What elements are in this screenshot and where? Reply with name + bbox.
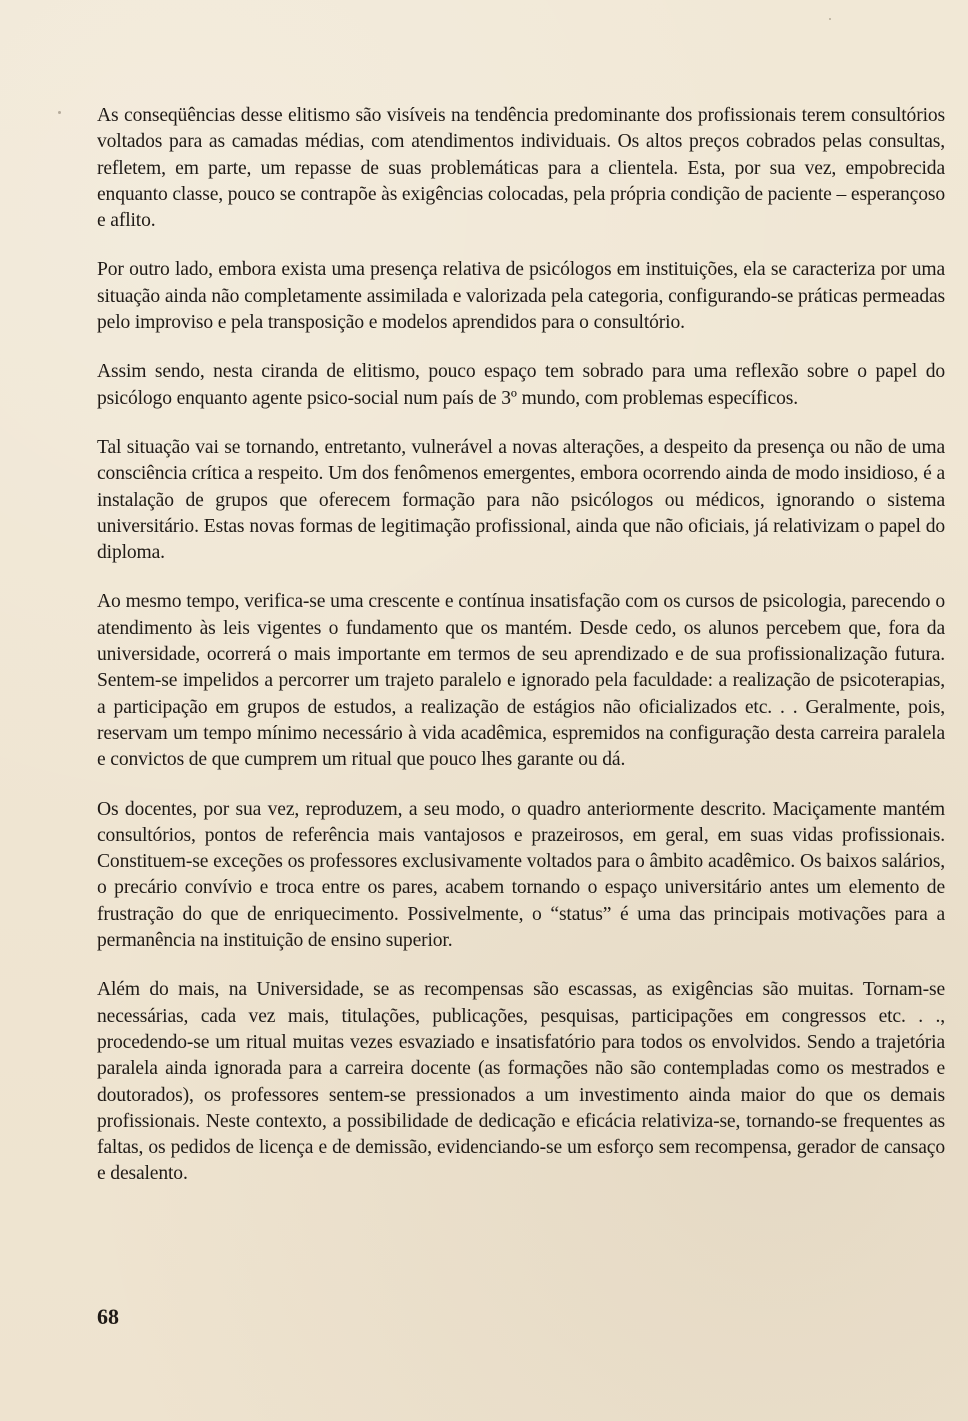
paper-speck xyxy=(829,18,831,20)
paragraph-student-dissatisfaction: Ao mesmo tempo, verifica-se uma crescente e contínua insatisfação com os cursos de psicologia, parecendo o atendimento às leis vigentes o fundamento que os mantém. Desde cedo, os alunos percebem que, fora da universidade, ocorrerá o mais importante em termos de seu aprendizado e de sua profissionalização futura. Sentem-se impelidos a percorrer um trajeto paralelo e ignorado pela faculdade: a realização de psicoterapias, a participação em grupos de estudos, a realização de estágios não oficializados etc. . . Geralmente, pois, reservam um tempo mínimo necessário à vida acadêmica, espremidos na configuração desta carreira paralela e convictos de que cumprem um ritual que pouco lhes garante ou dá. xyxy=(97,591,945,771)
paper-speck xyxy=(58,111,61,114)
paragraph-faculty-consultories: Os docentes, por sua vez, reproduzem, a seu modo, o quadro anteriormente descrito. Maciçamente mantém consultórios, pontos de referência mais vantajosos e prazeirosos, em geral, em suas vidas profissionais. Constituem-se exceções os professores exclusivamente voltados para o âmbito acadêmico. Os baixos salários, o precário convívio e troca entre os pares, acabem tornando o espaço universitário antes um elemento de frustração do que de enriquecimento. Possivelmente, o “status” é uma das principais motivações para a permanência na instituição de ensino superior. xyxy=(97,798,945,952)
paragraph-new-legitimation-forms: Tal situação vai se tornando, entretanto, vulnerável a novas alterações, a despeito da presença ou não de uma consciência crítica a respeito. Um dos fenômenos emergentes, embora ocorrendo ainda de modo insidioso, é a instalação de grupos que oferecem formação para não psicólogos ou médicos, ignorando o sistema universitário. Estas novas formas de legitimação profissional, ainda que não oficiais, já relativizam o papel do diploma. xyxy=(97,436,945,564)
paragraph-psychologists-institutions: Por outro lado, embora exista uma presença relativa de psicólogos em instituições, ela se caracteriza por uma situação ainda não completamente assimilada e valorizada pela categoria, configurando-se práticas permeadas pelo improviso e pela transposição e modelos aprendidos para o consultório. xyxy=(97,259,945,334)
paragraph-psychosocial-role: Assim sendo, nesta ciranda de elitismo, pouco espaço tem sobrado para uma reflexão sobre o papel do psicólogo enquanto agente psico-social num país de 3º mundo, com problemas específicos. xyxy=(97,361,945,409)
page-text-block xyxy=(97,103,945,1211)
paragraph-elitism-consequences: As conseqüências desse elitismo são visíveis na tendência predominante dos profissionais terem consultórios voltados para as camadas médias, com atendimentos individuais. Os altos preços cobrados pelas consultas, refletem, em parte, um repasse de suas problemáticas para a clientela. Esta, por sua vez, empobrecida enquanto classe, pouco se contrapõe às exigências colocadas, pela própria condição de paciente – esperançoso e aflito. xyxy=(97,105,945,232)
paragraph-university-demands: Além do mais, na Universidade, se as recompensas são escassas, as exigências são muitas. Tornam-se necessárias, cada vez mais, titulações, publicações, pesquisas, participações em congressos etc. . ., procedendo-se um ritual muitas vezes esvaziado e insatisfatório para todos os envolvidos. Sendo a trajetória paralela ainda ignorada para a carreira docente (as formações não são contempladas como os mestrados e doutorados), os professores sentem-se pressionados a um investimento ainda maior do que os demais profissionais. Neste contexto, a possibilidade de dedicação e eficácia relativiza-se, tornando-se frequentes as faltas, os pedidos de licença e de demissão, evidenciando-se um esforço sem recompensa, gerador de cansaço e desalento. xyxy=(97,979,945,1185)
page-number: 68 xyxy=(97,1304,119,1329)
